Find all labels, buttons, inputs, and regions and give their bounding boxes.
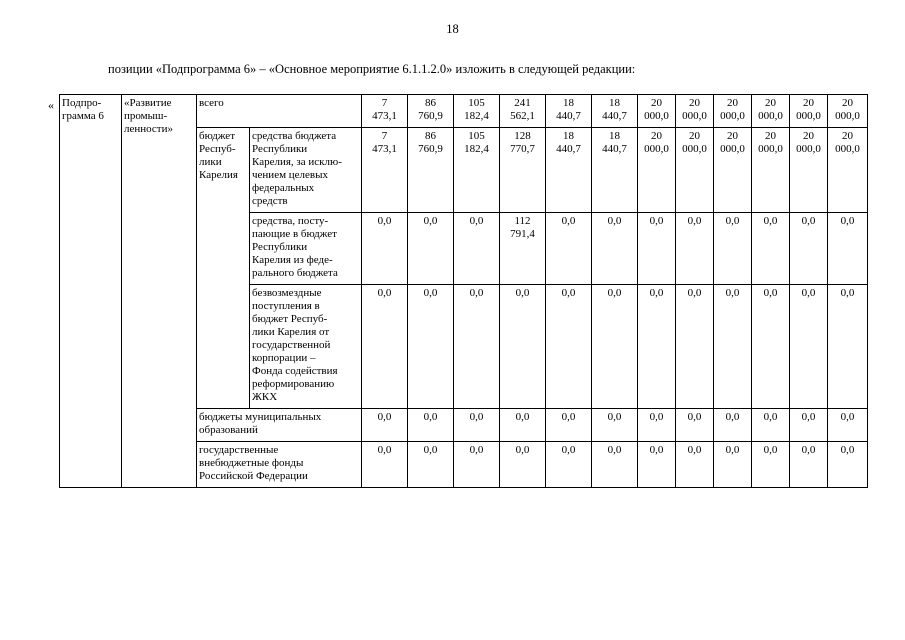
total-value: 86 760,9	[408, 95, 454, 128]
cell-value: 0,0	[790, 442, 828, 488]
page-number: 18	[446, 22, 459, 36]
cell-value: 0,0	[500, 442, 546, 488]
cell-value: 0,0	[714, 213, 752, 285]
cell-value: 0,0	[592, 442, 638, 488]
cell-value: 0,0	[592, 409, 638, 442]
cell-value: 0,0	[408, 442, 454, 488]
cell-value: 0,0	[790, 409, 828, 442]
cell-value: 0,0	[828, 409, 868, 442]
cell-value: 0,0	[828, 213, 868, 285]
total-value: 20 000,0	[676, 95, 714, 128]
title-cell	[122, 95, 197, 488]
cell-value: 0,0	[408, 409, 454, 442]
cell-value: 0,0	[714, 409, 752, 442]
cell-value: 0,0	[752, 442, 790, 488]
cell-value: 18 440,7	[546, 128, 592, 213]
cell-value: 0,0	[828, 285, 868, 409]
cell-value: 20 000,0	[676, 128, 714, 213]
cell-value: 0,0	[676, 409, 714, 442]
total-value: 18 440,7	[592, 95, 638, 128]
cell-value: 0,0	[714, 442, 752, 488]
total-value: 241 562,1	[500, 95, 546, 128]
cell-value: 0,0	[408, 213, 454, 285]
total-value: 20 000,0	[638, 95, 676, 128]
cell-value: 0,0	[676, 285, 714, 409]
cell-value: 86 760,9	[408, 128, 454, 213]
municipal-label: бюджеты муниципальных образований	[197, 409, 362, 442]
cell-value: 0,0	[546, 409, 592, 442]
cell-value: 112 791,4	[500, 213, 546, 285]
cell-value: 0,0	[546, 213, 592, 285]
cell-value: 105 182,4	[454, 128, 500, 213]
row-label: безвозмездные поступления в бюджет Респуб- лики Карелия от государственной корпорации – Фонда содействия реформированию ЖКХ	[250, 285, 362, 409]
cell-value: 0,0	[752, 285, 790, 409]
cell-value: 128 770,7	[500, 128, 546, 213]
cell-value: 0,0	[408, 285, 454, 409]
cell-value: 20 000,0	[790, 128, 828, 213]
subprogram-cell	[60, 95, 122, 488]
cell-value: 20 000,0	[638, 128, 676, 213]
cell-value: 0,0	[454, 285, 500, 409]
total-value: 20 000,0	[714, 95, 752, 128]
cell-value: 0,0	[500, 409, 546, 442]
total-value: 20 000,0	[828, 95, 868, 128]
cell-value: 0,0	[676, 213, 714, 285]
cell-value: 0,0	[362, 285, 408, 409]
cell-value: 0,0	[638, 213, 676, 285]
cell-value: 0,0	[362, 213, 408, 285]
open-quote: «	[48, 98, 54, 112]
cell-value: 0,0	[546, 442, 592, 488]
row-total	[60, 95, 868, 128]
intro-text: позиции «Подпрограмма 6» – «Основное мероприятие 6.1.1.2.0» изложить в следующей редакции:	[108, 62, 636, 76]
cell-value: 0,0	[454, 409, 500, 442]
cell-value: 0,0	[676, 442, 714, 488]
cell-value: 0,0	[790, 213, 828, 285]
cell-value: 0,0	[546, 285, 592, 409]
total-value: 18 440,7	[546, 95, 592, 128]
cell-value: 0,0	[592, 285, 638, 409]
cell-value: 0,0	[638, 442, 676, 488]
cell-value: 0,0	[752, 213, 790, 285]
subprogram-label: Подпро- грамма 6	[62, 97, 104, 122]
cell-value: 0,0	[362, 409, 408, 442]
row-label: средства, посту- пающие в бюджет Республики Карелия из феде- рального бюджета	[250, 213, 362, 285]
cell-value: 18 440,7	[592, 128, 638, 213]
total-value: 105 182,4	[454, 95, 500, 128]
cell-value: 0,0	[500, 285, 546, 409]
total-value: 20 000,0	[790, 95, 828, 128]
cell-value: 0,0	[638, 409, 676, 442]
cell-value: 20 000,0	[714, 128, 752, 213]
total-label: всего	[197, 95, 362, 128]
republic-budget-label: бюджет Респуб- лики Карелия	[197, 128, 250, 409]
cell-value: 0,0	[790, 285, 828, 409]
cell-value: 0,0	[828, 442, 868, 488]
cell-value: 0,0	[714, 285, 752, 409]
cell-value: 20 000,0	[752, 128, 790, 213]
total-value: 7 473,1	[362, 95, 408, 128]
subprogram-title: «Развитие промыш- ленности»	[124, 97, 173, 135]
row-label: средства бюджета Республики Карелия, за исклю- чением целевых федеральных средств	[250, 128, 362, 213]
cell-value: 0,0	[454, 213, 500, 285]
cell-value: 0,0	[592, 213, 638, 285]
cell-value: 0,0	[362, 442, 408, 488]
budget-table	[59, 94, 868, 488]
cell-value: 7 473,1	[362, 128, 408, 213]
cell-value: 0,0	[638, 285, 676, 409]
offbudget-label: государственные внебюджетные фонды Российской Федерации	[197, 442, 362, 488]
cell-value: 20 000,0	[828, 128, 868, 213]
cell-value: 0,0	[752, 409, 790, 442]
total-value: 20 000,0	[752, 95, 790, 128]
cell-value: 0,0	[454, 442, 500, 488]
